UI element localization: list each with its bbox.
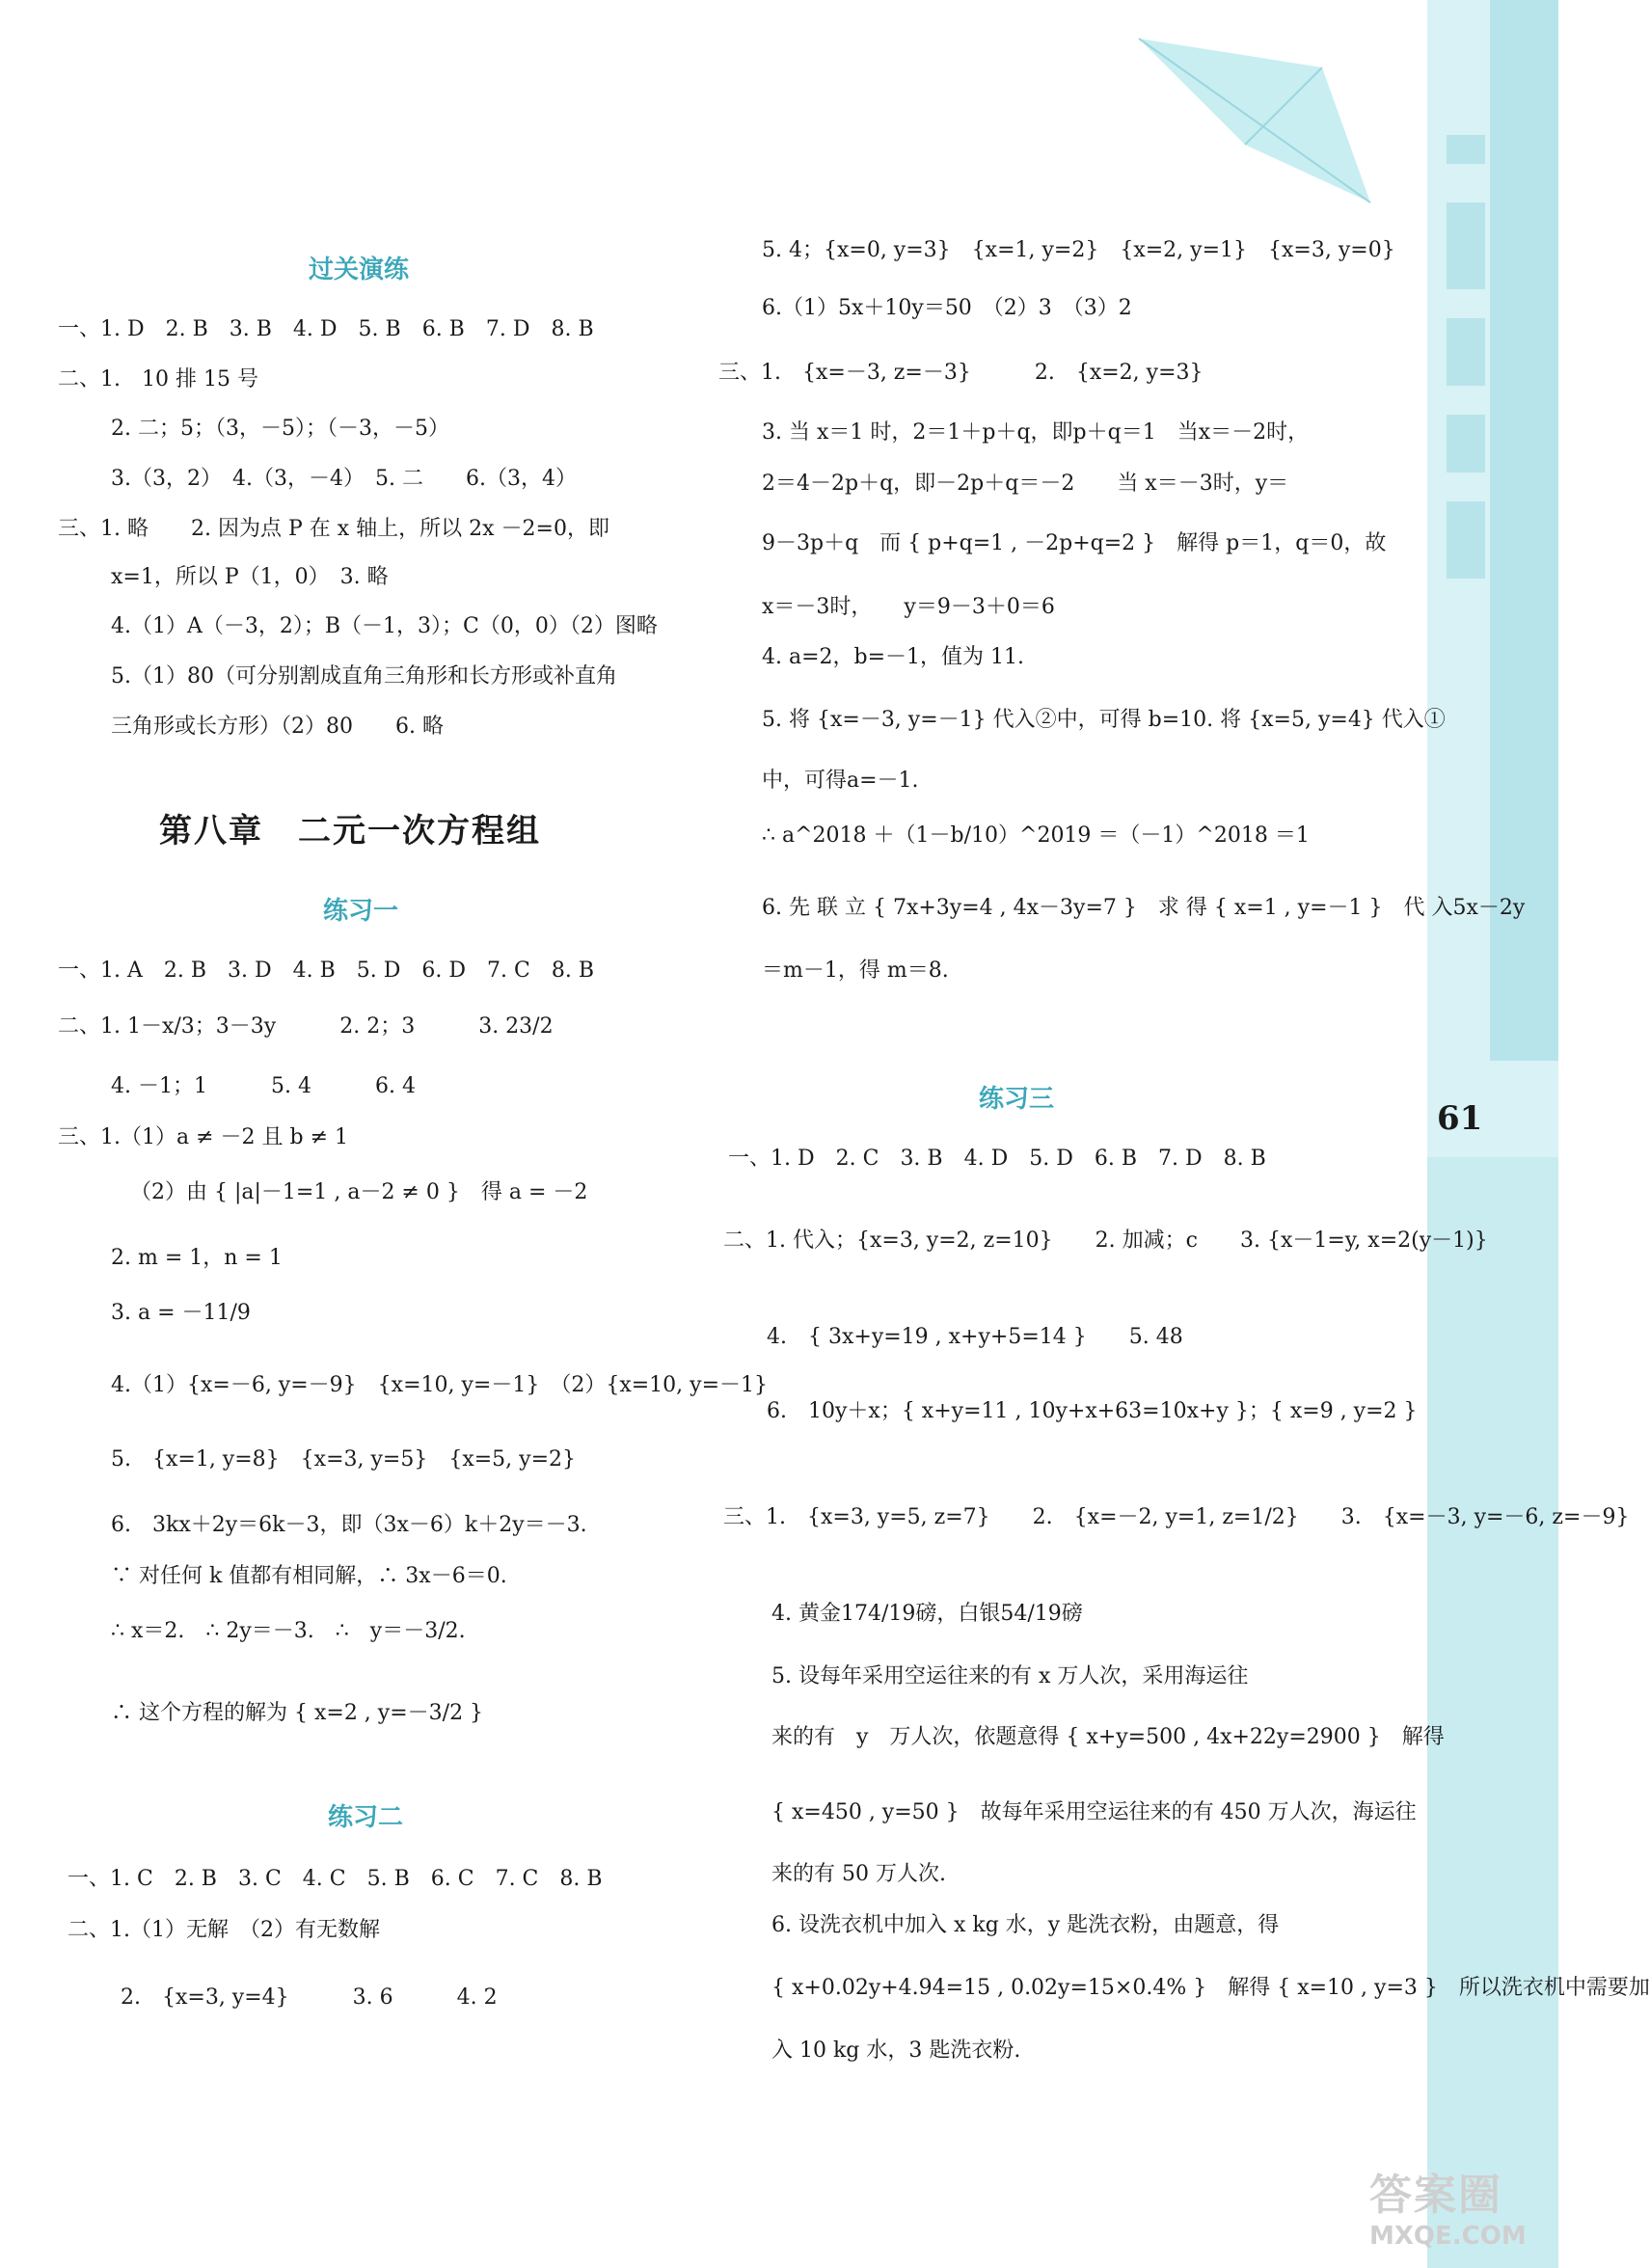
answer-line: ∵ 对任何 k 值都有相同解，∴ 3x－6＝0. bbox=[111, 1564, 507, 1588]
page-number: 61 bbox=[1437, 1099, 1483, 1138]
section-heading: 练习一 bbox=[323, 897, 399, 926]
answer-line: 二、1. 10 排 15 号 bbox=[58, 367, 258, 392]
answer-line: 5. 设每年采用空运往来的有 x 万人次，采用海运往 bbox=[771, 1664, 1249, 1688]
answer-line: 4.（1）{x=－6, y=－9} {x=10, y=－1} （2）{x=10, y=－1} bbox=[111, 1373, 769, 1397]
side-bar-2 bbox=[1447, 135, 1485, 164]
section-heading: 练习三 bbox=[979, 1085, 1055, 1114]
answer-line: 5. {x=1, y=8} {x=3, y=5} {x=5, y=2} bbox=[111, 1447, 577, 1472]
answer-line: { x+0.02y+4.94=15 , 0.02y=15×0.4% } 解得 { x=10 , y=3 } 所以洗衣机中需要加 bbox=[771, 1976, 1650, 2000]
answer-line: 6.（1）5x＋10y＝50 （2）3 （3）2 bbox=[762, 296, 1132, 320]
side-bar-7 bbox=[1427, 1157, 1558, 2268]
side-bar-5 bbox=[1447, 415, 1485, 472]
answer-line: ∴ x＝2. ∴ 2y＝－3. ∴ y＝－3/2. bbox=[111, 1619, 466, 1643]
answer-line: 6. 3kx＋2y＝6k－3，即（3x－6）k＋2y＝－3. bbox=[111, 1513, 587, 1537]
answer-line: 5.（1）80（可分别割成直角三角形和长方形或补直角 bbox=[111, 664, 617, 688]
answer-line: 来的有 y 万人次，依题意得 { x+y=500 , 4x+22y=2900 } 解得 bbox=[771, 1725, 1445, 1749]
answer-line: 3. a = －11/9 bbox=[111, 1301, 251, 1325]
answer-line: 5. 将 {x=－3, y=－1} 代入②中，可得 b=10. 将 {x=5, y=4} 代入① bbox=[762, 708, 1446, 732]
answer-line: 2. {x=3, y=4} 3. 6 4. 2 bbox=[121, 1985, 498, 2010]
answer-line: 4.（1）A（－3，2）；B（－1，3）；C（0，0）（2）图略 bbox=[111, 614, 658, 638]
answer-line: 三、1. {x=－3, z=－3} 2. {x=2, y=3} bbox=[718, 361, 1204, 385]
watermark-url: MXQE.COM bbox=[1369, 2222, 1527, 2251]
answer-line: 4. －1；1 5. 4 6. 4 bbox=[111, 1074, 416, 1098]
answer-line: 三角形或长方形）（2）80 6. 略 bbox=[111, 715, 444, 739]
answer-line: ∴ a^2018 ＋（1－b/10）^2019 ＝（－1）^2018 ＝1 bbox=[762, 824, 1310, 848]
answer-line: x=1，所以 P（1，0） 3. 略 bbox=[111, 565, 389, 589]
answer-line: 2. m = 1，n = 1 bbox=[111, 1246, 283, 1270]
answer-line: （2）由 { |a|－1=1 , a－2 ≠ 0 } 得 a = －2 bbox=[130, 1180, 588, 1204]
answer-line: 5. 4；{x=0, y=3} {x=1, y=2} {x=2, y=1} {x=3, y=0} bbox=[762, 238, 1395, 262]
answer-line: ∴ 这个方程的解为 { x=2 , y=－3/2 } bbox=[111, 1701, 484, 1725]
answer-line: { x=450 , y=50 } 故每年采用空运往来的有 450 万人次，海运往 bbox=[771, 1800, 1417, 1824]
answer-line: 6. 先 联 立 { 7x+3y=4 , 4x－3y=7 } 求 得 { x=1 , y=－1 } 代 入5x－2y bbox=[762, 896, 1526, 920]
side-bar-6 bbox=[1447, 501, 1485, 579]
answer-line: 三、1.（1）a ≠ －2 且 b ≠ 1 bbox=[58, 1125, 349, 1149]
answer-line: 二、1. 代入；{x=3, y=2, z=10} 2. 加减；c 3. {x－1=y, x=2(y－1)} bbox=[723, 1228, 1488, 1253]
side-bar-3 bbox=[1447, 202, 1485, 289]
answer-line: 二、1.（1）无解 （2）有无数解 bbox=[68, 1918, 380, 1942]
answer-line: 4. a=2，b=－1，值为 11. bbox=[762, 645, 1025, 669]
answer-line: ＝m－1，得 m＝8. bbox=[762, 958, 949, 983]
answer-line: 一、1. D 2. B 3. B 4. D 5. B 6. B 7. D 8. B bbox=[58, 317, 594, 341]
answer-line: 一、1. D 2. C 3. B 4. D 5. D 6. B 7. D 8. B bbox=[728, 1147, 1266, 1171]
section-heading: 练习二 bbox=[328, 1803, 404, 1832]
answer-line: 2＝4－2p＋q，即－2p＋q＝－2 当 x＝－3时，y＝ bbox=[762, 472, 1289, 496]
kite-decoration bbox=[1129, 29, 1399, 212]
side-bar-4 bbox=[1447, 318, 1485, 386]
answer-line: 9－3p＋q 而 { p+q=1 , －2p+q=2 } 解得 p＝1，q＝0，故 bbox=[762, 531, 1387, 555]
answer-line: 一、1. C 2. B 3. C 4. C 5. B 6. C 7. C 8. B bbox=[68, 1867, 603, 1891]
answer-line: 入 10 kg 水，3 匙洗衣粉. bbox=[771, 2038, 1021, 2063]
answer-line: 来的有 50 万人次. bbox=[771, 1862, 946, 1886]
chapter-title: 第八章 二元一次方程组 bbox=[159, 812, 541, 850]
answer-line: 4. { 3x+y=19 , x+y+5=14 } 5. 48 bbox=[767, 1325, 1183, 1349]
answer-line: 3. 当 x＝1 时，2＝1＋p＋q，即p＋q＝1 当x＝－2时， bbox=[762, 420, 1310, 445]
answer-line: 3.（3，2） 4.（3，－4） 5. 二 6.（3，4） bbox=[111, 467, 577, 491]
answer-line: 6. 10y＋x；{ x+y=11 , 10y+x+63=10x+y }；{ x=9 , y=2 } bbox=[767, 1399, 1418, 1423]
answer-line: 三、1. {x=3, y=5, z=7} 2. {x=－2, y=1, z=1/2} 3. {x=－3, y=－6, z=－9} bbox=[723, 1505, 1630, 1529]
answer-line: x＝－3时， y＝9－3＋0＝6 bbox=[762, 595, 1055, 619]
answer-line: 4. 黄金174/19磅，白银54/19磅 bbox=[771, 1602, 1083, 1626]
section-heading: 过关演练 bbox=[309, 256, 410, 284]
watermark-text: 答案圈 bbox=[1369, 2171, 1502, 2220]
answer-line: 一、1. A 2. B 3. D 4. B 5. D 6. D 7. C 8. B bbox=[58, 958, 595, 983]
answer-line: 2. 二；5；（3，－5）；（－3，－5） bbox=[111, 417, 449, 441]
answer-line: 三、1. 略 2. 因为点 P 在 x 轴上，所以 2x －2=0，即 bbox=[58, 517, 609, 541]
answer-line: 二、1. 1－x/3；3－3y 2. 2；3 3. 23/2 bbox=[58, 1014, 554, 1039]
watermark-logo bbox=[1369, 2160, 1543, 2256]
answer-line: 6. 设洗衣机中加入 x kg 水，y 匙洗衣粉，由题意，得 bbox=[771, 1913, 1280, 1937]
answer-line: 中，可得a=－1. bbox=[762, 769, 919, 793]
